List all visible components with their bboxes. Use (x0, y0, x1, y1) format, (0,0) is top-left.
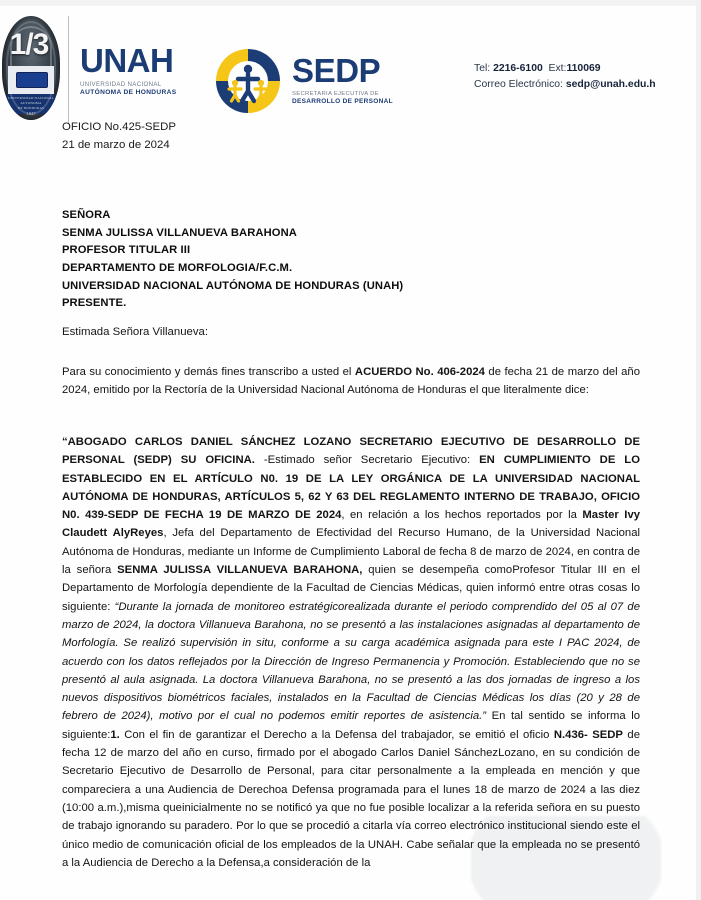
acuerdo-quote: “Durante la jornada de monitoreo estratégicorealizada durante el periodo comprendido del 05 al 07 de marzo de 2024, la doctora Villanueva Barahona, no se presentó a las instalaciones asignadas al departamento de Morfología. Se realizó supervisión in situ, conforme a su carga académica asignada para este I PAC 2024, de acuerdo con los datos reflejados por la Dirección de Ingreso Permanencia y Promoción. Estableciendo que no se presentó al aula asignada. La doctora Villanueva Barahona, no se presentó a las dos jornadas de ingreso a los nuevos dispositivos biométricos faciales, instalados en la Facultad de Ciencias Médicas los días (20 y 28 de febrero de 2024), motivo por el cual no podemos emitir reportes de asistencia.” (62, 600, 640, 723)
ext-value: 110069 (566, 63, 601, 74)
addressee-name: SENMA JULISSA VILLANUEVA BARAHONA (62, 226, 297, 239)
transcribo-post: de fecha 21 de marzo del año 2024, emitido por la Rectoría de la Universidad Nacional Autónoma de Honduras el que literalmente dice: (62, 366, 640, 397)
email-label: Correo Electrónico: (474, 79, 563, 91)
acuerdo-s7: SENMA JULISSA VILLANUEVA BARAHONA, (117, 564, 363, 577)
unah-subtitle-line2: AUTÓNOMA DE HONDURAS (80, 89, 177, 96)
oficio-date: 21 de marzo de 2024 (62, 138, 170, 151)
letterhead-divider (68, 16, 69, 124)
acuerdo-s8: quien se desempeña comoProfesor Titular III en el Departamento de Morfología dependiente de la Facultad de Ciencias Médicas, quien informó entre otras cosas lo siguiente: (62, 564, 640, 613)
unah-subtitle-line1: UNIVERSIDAD NACIONAL (80, 81, 162, 88)
paragraph-acuerdo (62, 433, 640, 872)
addressee-presente: PRESENTE. (62, 297, 127, 310)
acuerdo-s6: , Jefa del Departamento de Efectividad del Recurso Humano, de la Universidad Nacional Autónoma de Honduras, mediante un Informe de Cumplimiento Laboral de fecha 8 de marzo de 2024, en contra de la señora (62, 527, 641, 577)
sedp-subtitle-line1: SECRETARIA EJECUTIVA DE (292, 91, 379, 97)
oficio-reference (62, 119, 176, 154)
email-value: sedp@unah.edu.h (565, 79, 656, 91)
seal-text-line3: DE HONDURAS (17, 106, 45, 110)
contact-email-line (474, 77, 656, 93)
seal-text-line2: AUTONOMA (20, 101, 42, 105)
scan-edge-right (696, 0, 701, 900)
addressee-salutation: SEÑORA (62, 209, 111, 221)
greeting-line: Estimada Señora Villanueva: (62, 326, 209, 338)
sedp-logo (292, 54, 442, 105)
acuerdo-s1: “ABOGADO CARLOS DANIEL SÁNCHEZ LOZANO SECRETARIO EJECUTIVO DE DESARROLLO DE PERSONAL (SEDP) SU OFICINA. (62, 436, 640, 467)
addressee-block (62, 207, 403, 313)
addressee-department: DEPARTAMENTO DE MORFOLOGIA/F.C.M. (62, 262, 293, 275)
scan-edge-top (0, 0, 701, 6)
paragraph-transcribo (62, 363, 640, 400)
acuerdo-s4: , en relación a los hechos reportados por la (341, 509, 583, 522)
acuerdo-s5: Master Ivy Claudett AlyReyes (62, 509, 641, 540)
addressee-institution: UNIVERSIDAD NACIONAL AUTÓNOMA DE HONDURAS (UNAH) (62, 279, 404, 292)
seal-text-line1: UNIVERSIDAD NACIONAL (8, 96, 54, 100)
acuerdo-number: ACUERDO No. 406-2024 (354, 366, 485, 378)
acuerdo-s14: de fecha 12 de marzo del año en curso, firmado por el abogado Carlos Daniel SánchezLozano, en su condición de Secretario Ejecutivo de Desarrollo de Personal, para citar personalmente a la empleada en mención y que compareciera a una Audiencia de Derechoa Defensa programada para el lunes 18 de marzo de 2024 a las diez (10:00 a.m.),misma queinicialmente no se notificó ya que no fue posible localizar a la referida señora en su puesto de trabajo ignorando su paradero. Por lo que se procedió a citarla vía correo electrónico institucional siendo este el único medio de comunicación oficial de los empleados de la UNAH. Cabe señalar que la empleada no se presentó a la Audiencia de Derecho a la Defensa,a consideración de la (62, 728, 640, 869)
acuerdo-s2: -Estimado señor Secretario Ejecutivo: (254, 454, 480, 467)
tel-label: Tel: (474, 63, 491, 74)
seal-year: 1847 (26, 111, 36, 116)
oficio-436-reference: N.436- SEDP (553, 728, 623, 741)
acuerdo-s12: Con el fin de garantizar el Derecho a la Defensa del trabajador, se emitió el oficio (119, 728, 554, 741)
transcribo-pre: Para su conocimiento y demás fines transcribo a usted el (62, 366, 355, 378)
sedp-wordmark: SEDP (292, 52, 381, 89)
tel-value: 2216-6100 (493, 63, 543, 74)
letterhead (0, 14, 701, 114)
addressee-title: PROFESOR TITULAR III (62, 244, 191, 257)
oficio-number: OFICIO No.425-SEDP (62, 121, 176, 133)
unah-wordmark: UNAH (80, 42, 174, 79)
sedp-subtitle-line2: DESARROLLO DE PERSONAL (292, 98, 393, 105)
sedp-emblem-icon (212, 45, 284, 117)
acuerdo-s10: En tal sentido se informa lo siguiente: (62, 710, 641, 741)
ext-label: Ext: (548, 63, 567, 74)
contact-phone-line (474, 61, 656, 77)
acuerdo-item-number: 1. (110, 728, 120, 741)
page-indicator: 1/3 (9, 28, 49, 61)
unah-logo (80, 44, 200, 96)
acuerdo-s3: EN CUMPLIMIENTO DE LO ESTABLECIDO EN EL ARTÍCULO N0. 19 DE LA LEY ORGÁNICA DE LA UNIVERSIDAD NACIONAL AUTÓNOMA DE HONDURAS, ARTÍCULOS 5, 62 Y 63 DEL REGLAMENTO INTERNO DE TRABAJO, OFICIO N0. 439-SEDP DE FECHA 19 DE MARZO DE 2024 (62, 454, 640, 522)
contact-info (474, 61, 656, 93)
